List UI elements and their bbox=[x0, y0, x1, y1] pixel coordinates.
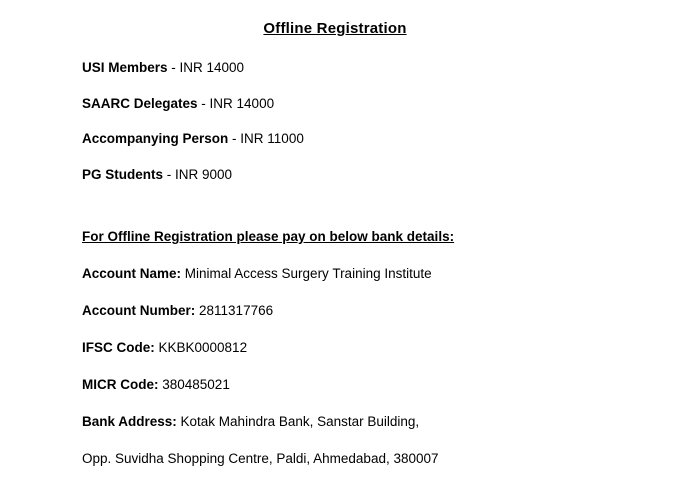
fee-label: Accompanying Person bbox=[82, 131, 229, 146]
fee-row-saarc-delegates bbox=[82, 97, 670, 111]
bank-label: Account Number: bbox=[82, 303, 196, 318]
bank-row-ifsc-code bbox=[82, 340, 670, 355]
bank-value: Minimal Access Surgery Training Institute bbox=[181, 266, 432, 281]
fee-value: - INR 14000 bbox=[197, 95, 275, 111]
bank-value: 380485021 bbox=[158, 377, 230, 392]
fee-row-accompanying-person bbox=[82, 132, 670, 146]
bank-value: Kotak Mahindra Bank, Sanstar Building, bbox=[176, 414, 420, 429]
fee-value: - INR 14000 bbox=[167, 60, 245, 75]
page-title: Offline Registration bbox=[263, 20, 407, 37]
fee-row-usi-members bbox=[82, 61, 670, 75]
document-body bbox=[0, 61, 700, 466]
fee-label: SAARC Delegates bbox=[82, 95, 198, 111]
bank-section-heading: For Offline Registration please pay on below bank details: bbox=[82, 229, 455, 244]
section-spacer bbox=[82, 203, 670, 229]
bank-value: 2811317766 bbox=[195, 303, 274, 318]
bank-label: Bank Address: bbox=[82, 414, 177, 429]
fee-value: - INR 9000 bbox=[163, 166, 233, 182]
bank-row-account-number bbox=[82, 303, 670, 318]
bank-address-continuation: Opp. Suvidha Shopping Centre, Paldi, Ahmedabad, 380007 bbox=[82, 451, 439, 466]
bank-row-bank-address bbox=[82, 414, 670, 429]
bank-label: MICR Code: bbox=[82, 377, 159, 392]
bank-value: KKBK0000812 bbox=[154, 340, 248, 355]
bank-label: Account Name: bbox=[82, 266, 182, 281]
bank-row-account-name bbox=[82, 266, 670, 281]
fee-label: USI Members bbox=[82, 60, 168, 75]
fee-row-pg-students bbox=[82, 168, 670, 182]
fee-label: PG Students bbox=[82, 166, 164, 182]
bank-label: IFSC Code: bbox=[82, 340, 155, 355]
fee-value: - INR 11000 bbox=[228, 131, 304, 146]
bank-row-micr-code bbox=[82, 377, 670, 392]
